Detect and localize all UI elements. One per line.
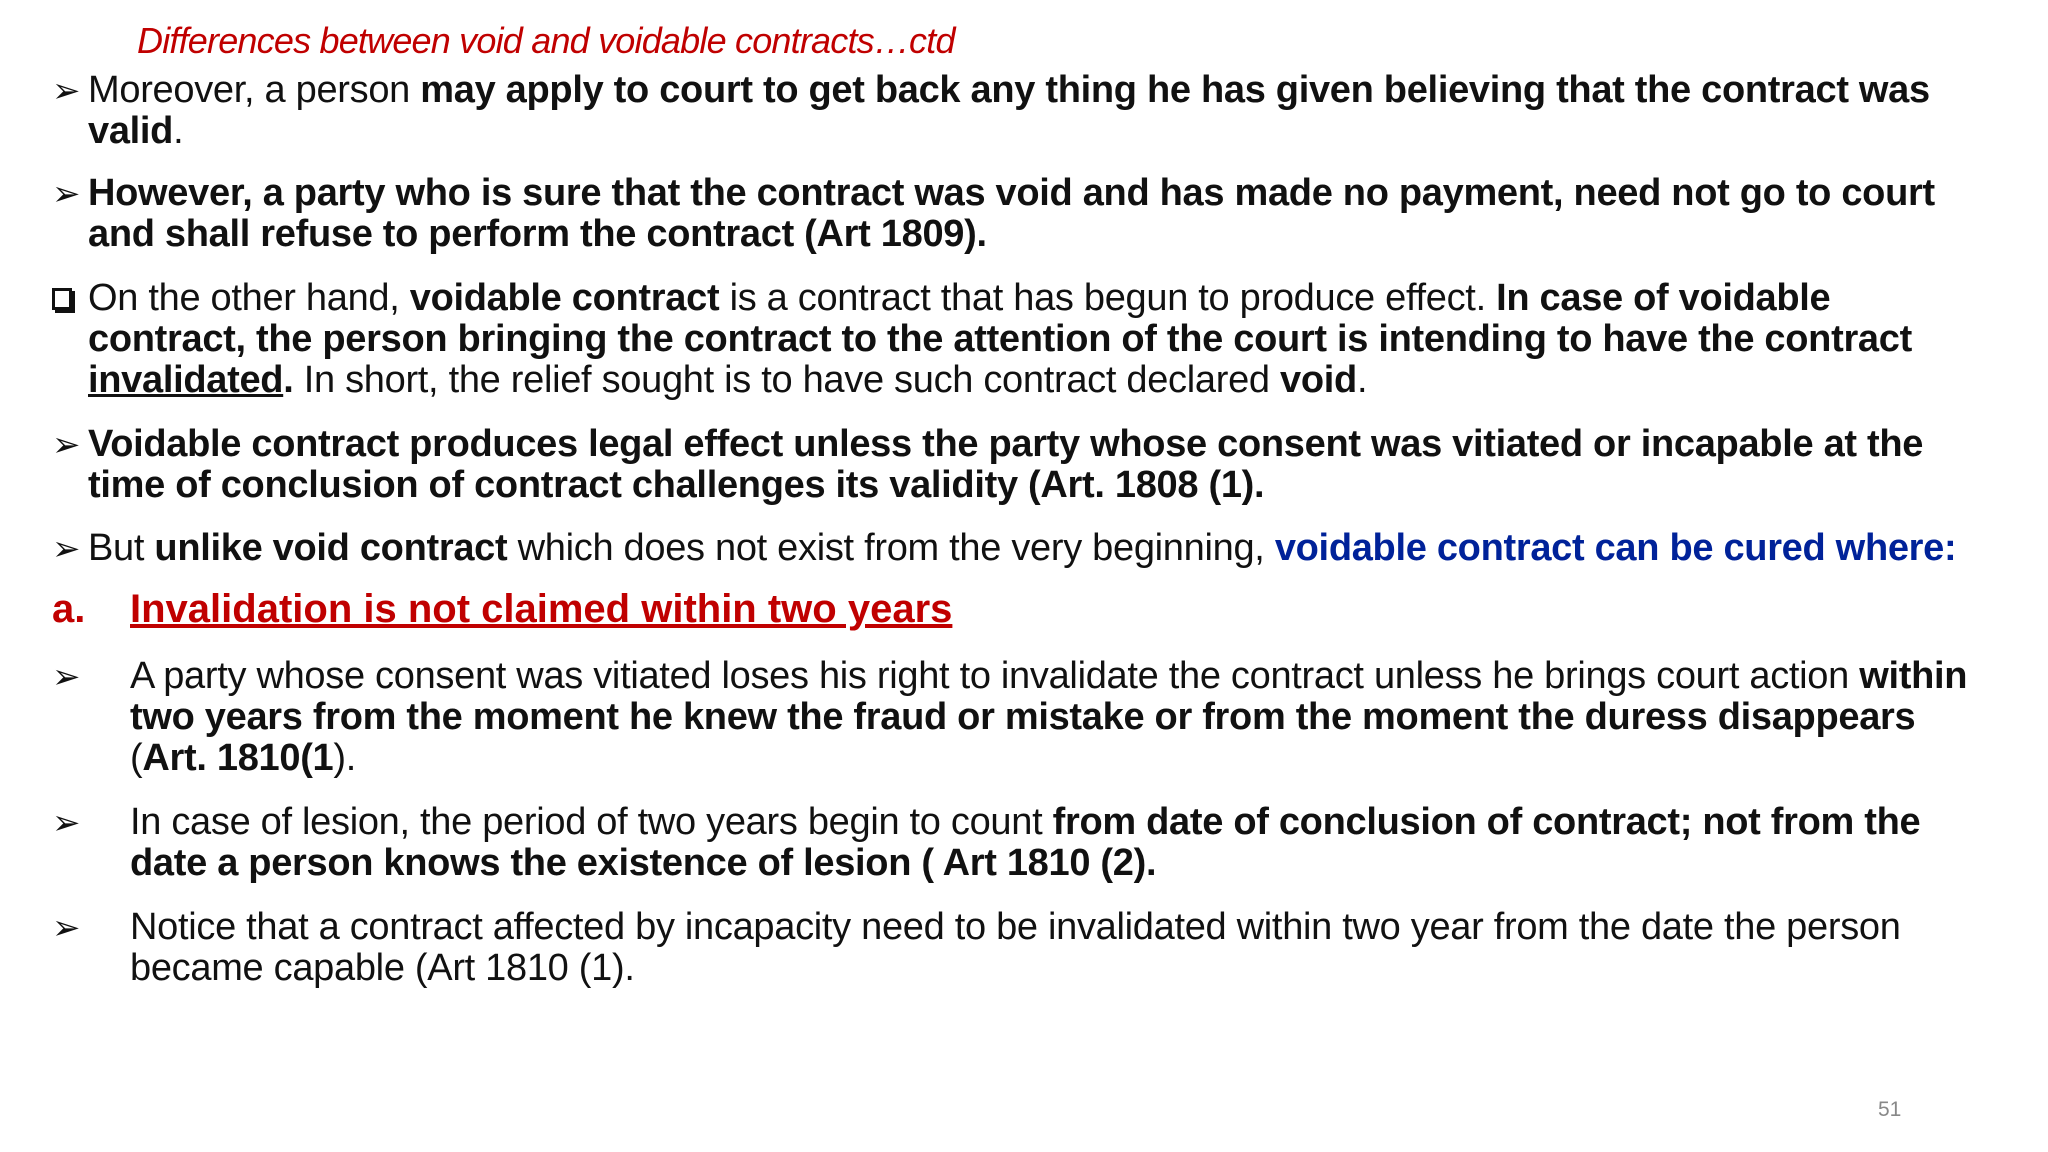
bold-text: However, a party who is sure that the contract was void and has made no payment, need not go to court and shall refuse to perform the contract (Art 1809). (88, 172, 1935, 255)
text-run: But (88, 527, 155, 569)
slide-title: Differences between void and voidable contracts…ctd (137, 20, 955, 61)
sub-bullet-item-1 (52, 656, 1992, 779)
arrow-bullet-icon: ➢ (52, 426, 81, 464)
blue-highlight-text: voidable contract can be cured where: (1274, 527, 1957, 569)
bullet-item-4 (52, 424, 1992, 506)
page-number: 51 (1878, 1098, 1902, 1121)
bold-text: void (1280, 359, 1357, 401)
text-run: A party whose consent was vitiated loses his right to invalidate the contract unless he brings court action (130, 655, 1860, 697)
bold-text: Art. 1810(1 (142, 737, 334, 779)
bullet-text (130, 907, 1972, 989)
underlined-bold-text: invalidated (88, 359, 284, 401)
arrow-bullet-icon: ➢ (52, 72, 81, 110)
text-run: ). (333, 737, 357, 779)
arrow-bullet-icon: ➢ (52, 175, 81, 213)
bold-text: from date of conclusion of contract; not from the date a person knows the existence of lesion ( Art 1810 (2). (130, 801, 1921, 884)
bullet-text (88, 528, 2042, 569)
text-run: Moreover, a person (88, 69, 421, 111)
text-run: . (173, 110, 184, 152)
text-run: which does not exist from the very beginning, (507, 527, 1275, 569)
heading-text: Invalidation is not claimed within two years (130, 587, 953, 631)
box-bullet-item (52, 278, 1992, 401)
bullet-text (88, 424, 1992, 506)
arrow-bullet-icon: ➢ (52, 804, 81, 842)
text-run: Notice that a contract affected by incapacity need to be invalidated within two year from the date the person became capable (Art 1810 (1). (130, 906, 1901, 989)
arrow-bullet-icon: ➢ (52, 658, 81, 696)
sub-bullet-item-2 (52, 802, 1992, 884)
bold-text: voidable contract (409, 277, 720, 319)
bullet-text (130, 802, 1992, 884)
text-run: is a contract that has begun to produce effect. (719, 277, 1497, 319)
bullet-text (88, 70, 1992, 152)
bold-text: within two years from the moment he knew the fraud or mistake or from the moment the duress disappears (130, 655, 1968, 738)
bullet-text (88, 278, 1992, 401)
bold-text: may apply to court to get back any thing he has given believing that the contract was valid (88, 69, 1930, 152)
bold-text: In case of voidable contract, the person bringing the contract to the attention of the court is intending to have the contract (88, 277, 1912, 360)
bullet-item-5 (52, 528, 2042, 570)
heading-letter: a. (52, 587, 86, 631)
sub-bullet-item-3 (52, 907, 1972, 989)
text-run: In short, the relief sought is to have such contract declared (293, 359, 1281, 401)
section-heading-a (52, 587, 952, 631)
bold-text: . (283, 359, 294, 401)
bullet-item-1 (52, 70, 1992, 152)
bullet-text (88, 173, 1992, 255)
bullet-item-2 (52, 173, 1992, 255)
box-bullet-icon (52, 278, 88, 310)
text-run: In case of lesion, the period of two years begin to count (130, 801, 1053, 843)
bold-text: Voidable contract produces legal effect unless the party whose consent was vitiated or incapable at the time of conclusion of contract challenges its validity (Art. 1808 (1). (88, 423, 1924, 506)
arrow-bullet-icon: ➢ (52, 909, 81, 947)
bullet-text (130, 656, 1992, 779)
arrow-bullet-icon: ➢ (52, 530, 81, 568)
text-run: On the other hand, (88, 277, 410, 319)
text-run: . (1356, 359, 1368, 401)
bold-text: unlike void contract (154, 527, 508, 569)
text-run: ( (130, 737, 143, 779)
